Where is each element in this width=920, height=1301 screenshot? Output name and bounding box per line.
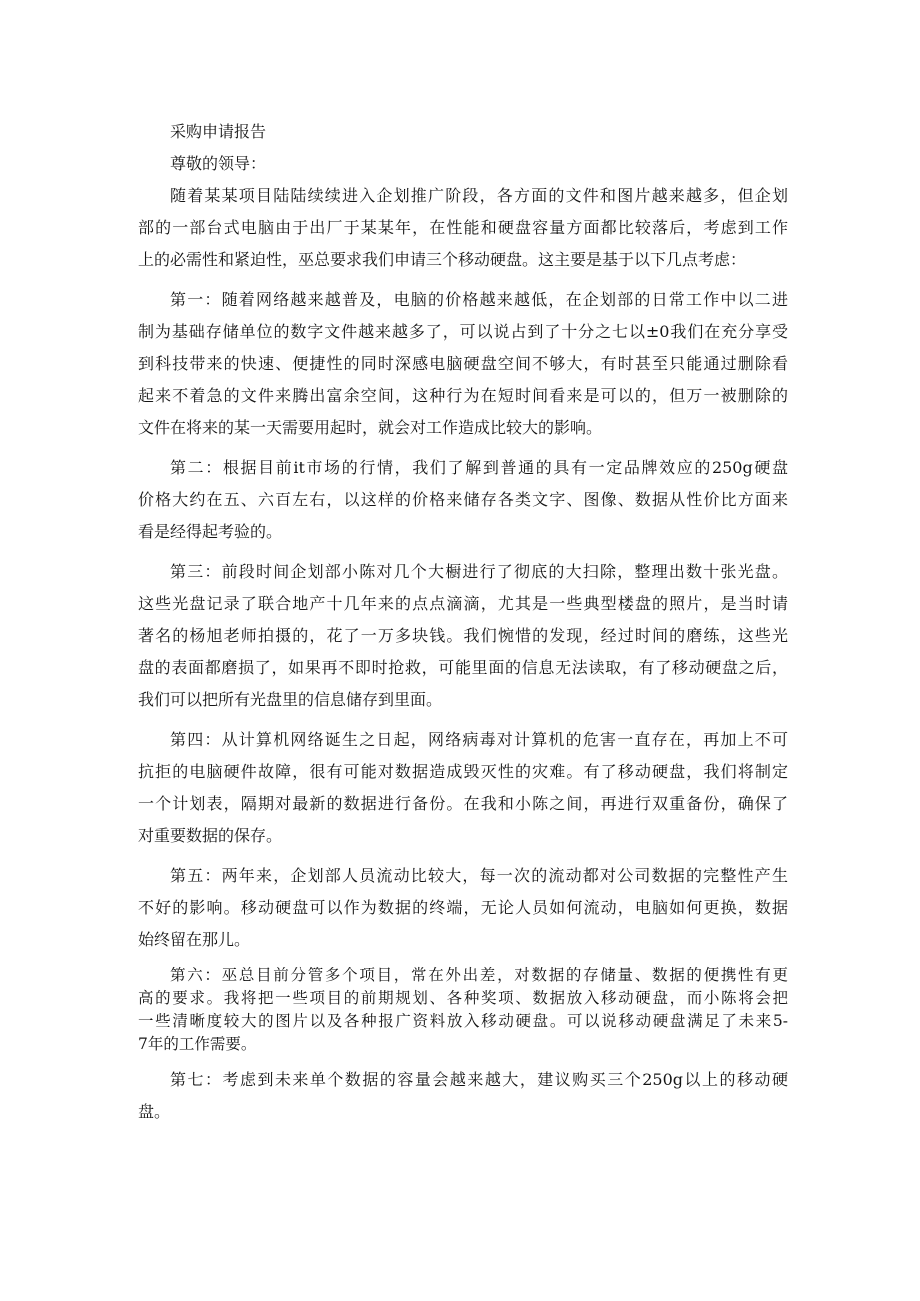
paragraph-line: 第二：根据目前it市场的行情，我们了解到普通的具有一定品牌效应的250g硬盘 xyxy=(170,458,788,477)
paragraph-point-4 xyxy=(138,724,788,852)
paragraph-line: 一个计划表，隔期对最新的数据进行备份。在我和小陈之间，再进行双重备份，确保了 xyxy=(138,794,788,813)
paragraph-line: 对重要数据的保存。 xyxy=(138,826,283,845)
paragraph-line: 文件在将来的某一天需要用起时，就会对工作造成比较大的影响。 xyxy=(138,418,603,437)
paragraph-point-1 xyxy=(138,284,788,444)
paragraph-line: 起来不着急的文件来腾出富余空间，这种行为在短时间看来是可以的，但万一被删除的 xyxy=(138,386,788,405)
paragraph-line: 到科技带来的快速、便捷性的同时深感电脑硬盘空间不够大，有时甚至只能通过删除看 xyxy=(138,354,788,373)
paragraph-line: 制为基础存储单位的数字文件越来越多了，可以说占到了十分之七以±0我们在充分享受 xyxy=(138,322,788,341)
paragraph-point-3 xyxy=(138,556,788,716)
paragraph-line: 始终留在那儿。 xyxy=(138,930,251,949)
paragraph-point-7 xyxy=(138,1064,788,1128)
paragraph-line: 上的必需性和紧迫性，巫总要求我们申请三个移动硬盘。这主要是基于以下几点考虑： xyxy=(138,250,747,269)
paragraph-line: 不好的影响。移动硬盘可以作为数据的终端，无论人员如何流动，电脑如何更换，数据 xyxy=(138,898,788,917)
paragraph-line: 价格大约在五、六百左右，以这样的价格来储存各类文字、图像、数据从性价比方面来 xyxy=(138,490,788,509)
paragraph-line: 盘的表面都磨损了，如果再不即时抢救，可能里面的信息无法读取，有了移动硬盘之后， xyxy=(138,658,788,677)
paragraph-line: 第七：考虑到未来单个数据的容量会越来越大，建议购买三个250g以上的移动硬 xyxy=(170,1070,788,1089)
paragraph-point-5 xyxy=(138,860,788,956)
paragraph-line: 我们可以把所有光盘里的信息储存到里面。 xyxy=(138,690,443,709)
paragraph-line: 这些光盘记录了联合地产十几年来的点点滴滴，尤其是一些典型楼盘的照片，是当时请 xyxy=(138,594,788,613)
paragraph-line: 著名的杨旭老师拍摄的，花了一万多块钱。我们惋惜的发现，经过时间的磨练，这些光 xyxy=(138,626,788,645)
salutation: 尊敬的领导： xyxy=(170,154,267,173)
paragraph-intro xyxy=(138,180,788,276)
paragraph-line: 第三：前段时间企划部小陈对几个大橱进行了彻底的大扫除，整理出数十张光盘。 xyxy=(170,562,788,581)
paragraph-line: 看是经得起考验的。 xyxy=(138,522,283,541)
paragraph-line: 第五：两年来，企划部人员流动比较大，每一次的流动都对公司数据的完整性产生 xyxy=(170,866,788,885)
paragraph-line: 高的要求。我将把一些项目的前期规划、各种奖项、数据放入移动硬盘，而小陈将会把 xyxy=(138,989,788,1007)
paragraph-line: 盘。 xyxy=(138,1102,171,1121)
paragraph-line: 抗拒的电脑硬件故障，很有可能对数据造成毁灭性的灾难。有了移动硬盘，我们将制定 xyxy=(138,762,788,781)
paragraph-point-2 xyxy=(138,452,788,548)
paragraph-line: 第一：随着网络越来越普及，电脑的价格越来越低，在企划部的日常工作中以二进 xyxy=(170,290,788,309)
document-page xyxy=(138,116,788,1136)
paragraph-line: 部的一部台式电脑由于出厂于某某年，在性能和硬盘容量方面都比较落后，考虑到工作 xyxy=(138,218,788,237)
document-title: 采购申请报告 xyxy=(170,122,267,141)
paragraph-line: 第四：从计算机网络诞生之日起，网络病毒对计算机的危害一直存在，再加上不可 xyxy=(170,730,788,749)
paragraph-point-6 xyxy=(138,964,788,1056)
paragraph-line: 一些清晰度较大的图片以及各种报广资料放入移动硬盘。可以说移动硬盘满足了未来5- xyxy=(138,1012,788,1030)
paragraph-line: 第六：巫总目前分管多个项目，常在外出差，对数据的存储量、数据的便携性有更 xyxy=(170,966,788,984)
paragraph-line: 7年的工作需要。 xyxy=(138,1035,257,1053)
paragraph-line: 随着某某项目陆陆续续进入企划推广阶段，各方面的文件和图片越来越多，但企划 xyxy=(170,186,788,205)
